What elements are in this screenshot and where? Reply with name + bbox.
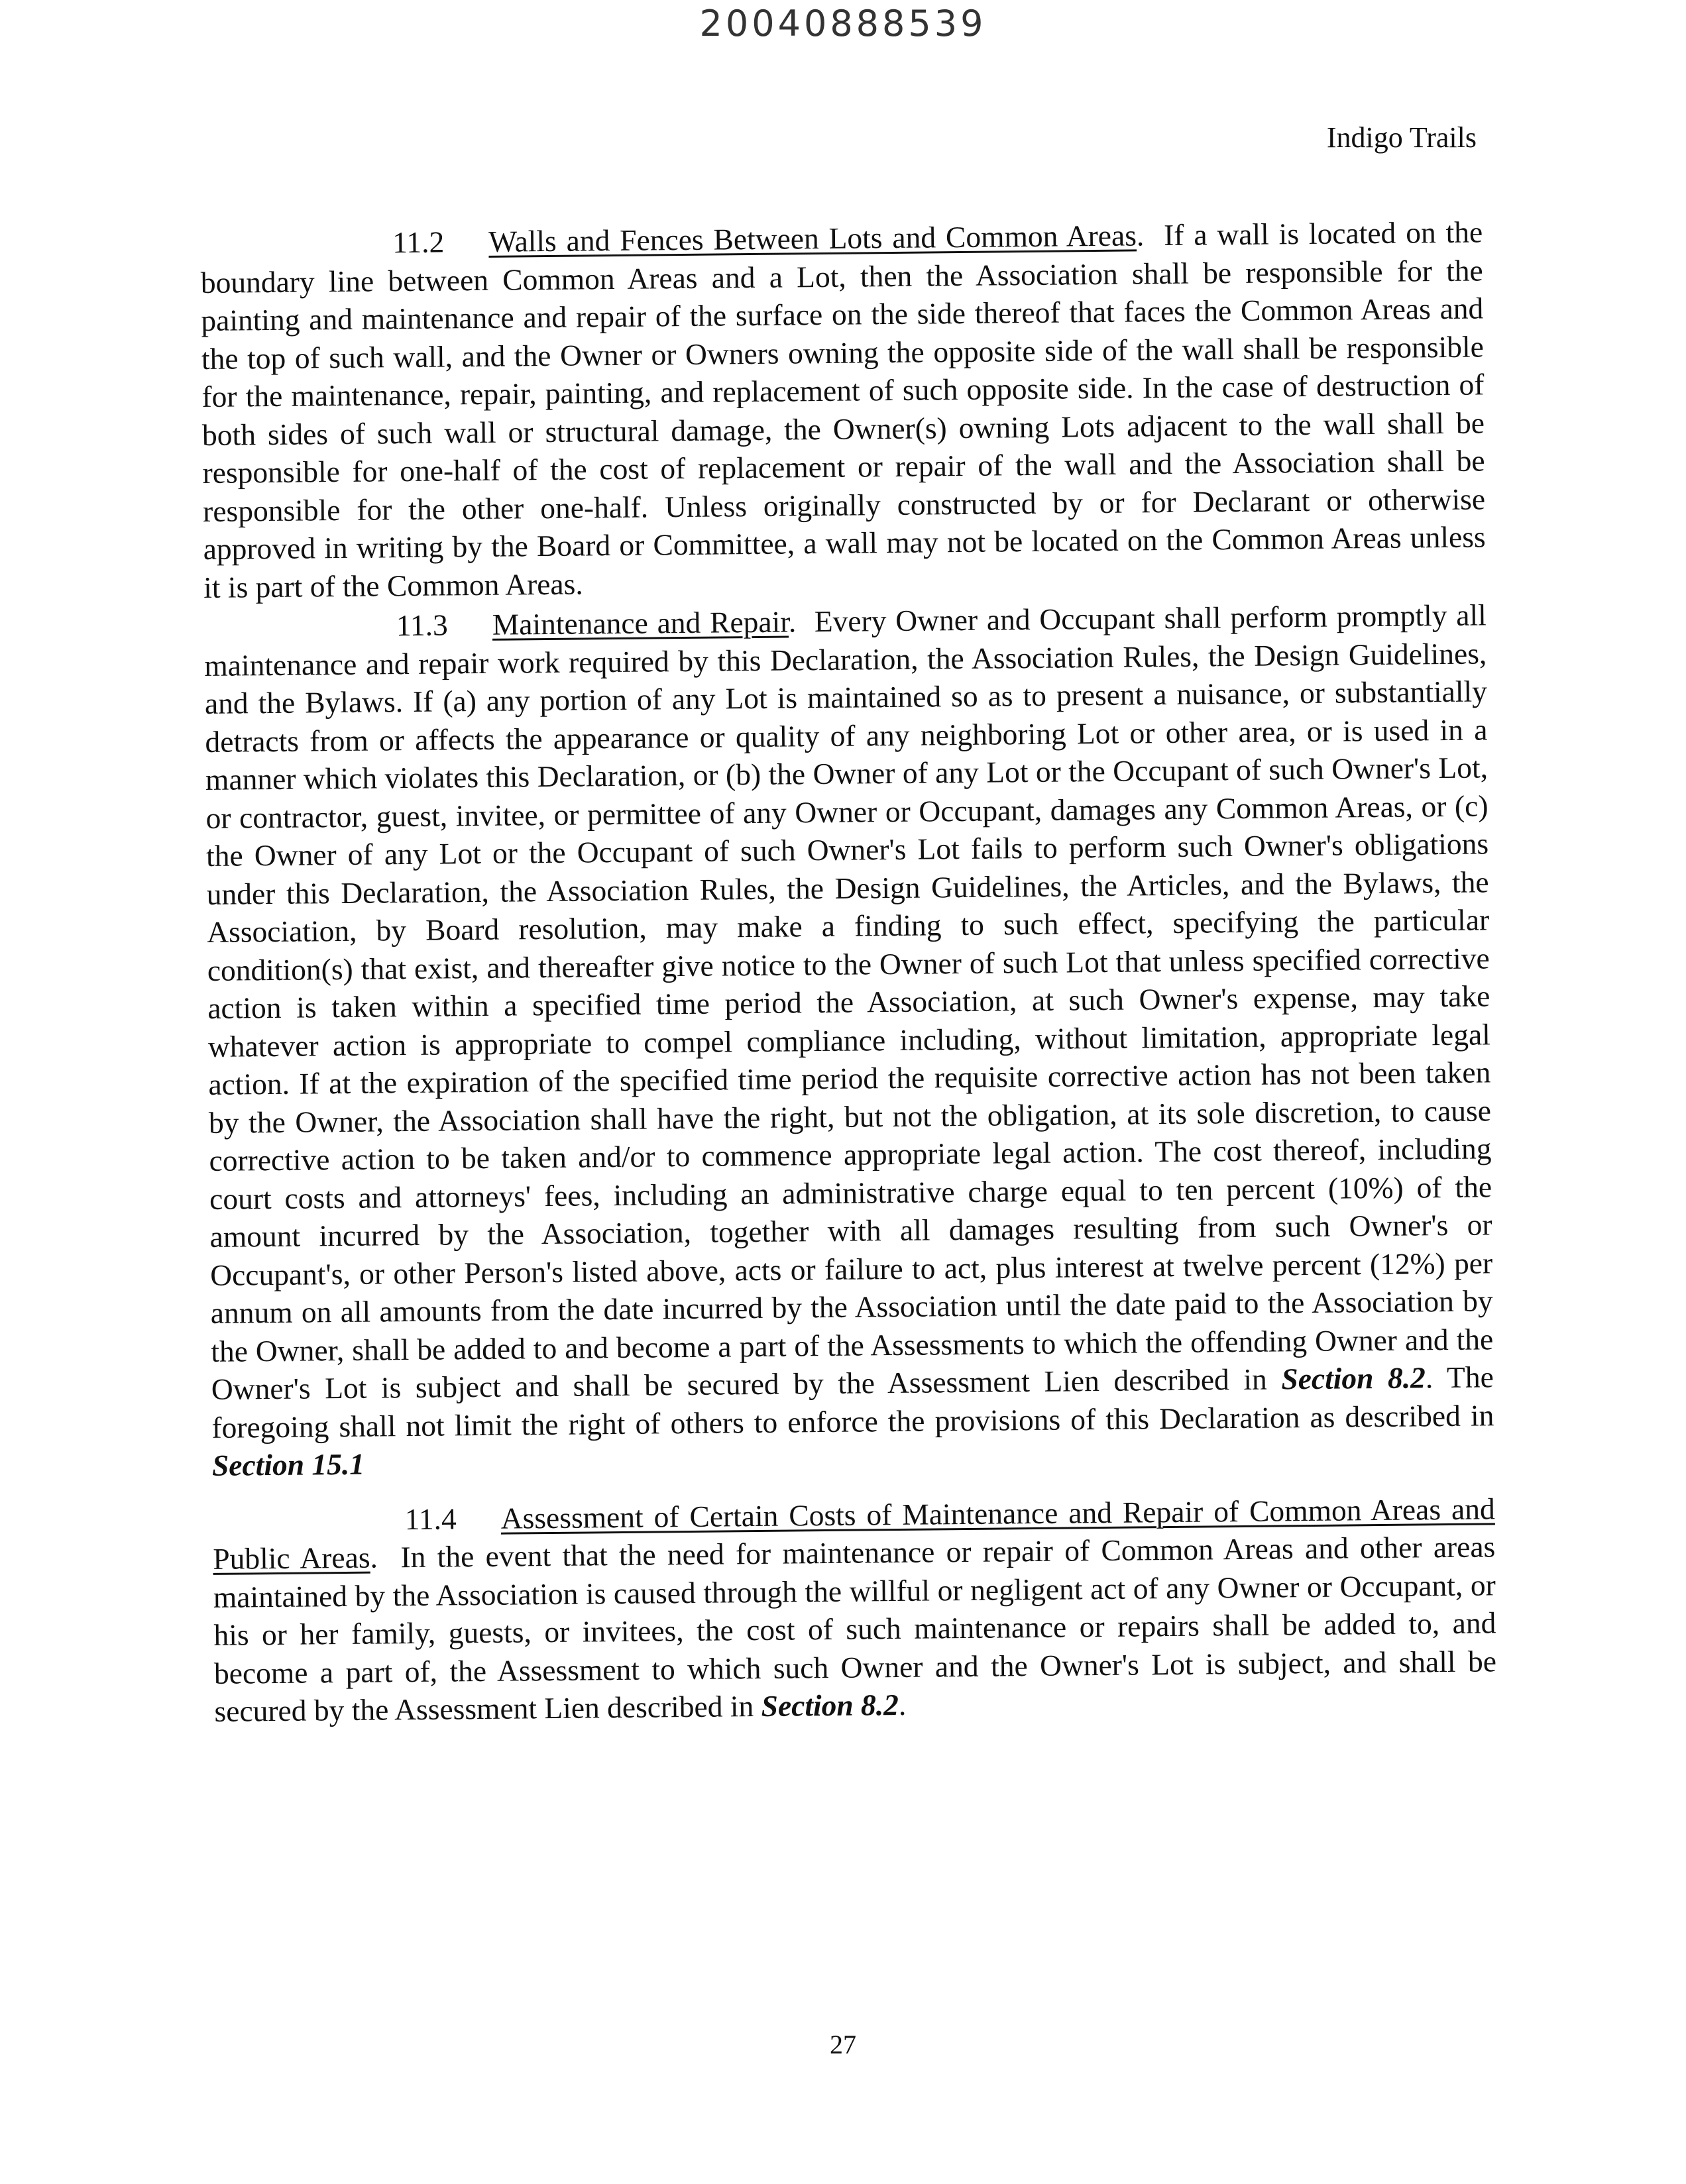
section-reference: Section 8.2 bbox=[1281, 1360, 1426, 1396]
section-11-4: 11.4 Assessment of Certain Costs of Maintenance and Repair of Common Areas and Public Areas. In the event that the need for maintenance or repair of Common Areas and other areas maintained by the Association is caused through the willful or negligent act of any Owner or Occupant, or his or her family, guests, or invitees, the cost of such maintenance or repairs shall be added to, and become a part of, the Assessment to which such Owner and the Owner's Lot is subject, and shall be secured by the Assessment Lien described in Section 8.2. bbox=[213, 1491, 1497, 1728]
section-11-3: 11.3 Maintenance and Repair. Every Owner and Occupant shall perform promptly all maintenance and repair work required by this Declaration, the Association Rules, the Design Guidelines, and the Bylaws. If (a) any portion of any Lot is maintained so as to present a nuisance, or substantially detracts from or affects the appearance or quality of any neighboring Lot or other area, or is used in a manner which violates this Declaration, or (b) the Owner of any Lot or the Occupant of such Owner's Lot, or contractor, guest, invitee, or permittee of any Owner or Occupant, damages any Common Areas, or (c) the Owner of any Lot or the Occupant of such Owner's Lot fails to perform such Owner's obligations under this Declaration, the Association Rules, the Design Guidelines, the Articles, and the Bylaws, the Association, by Board resolution, may make a finding to such effect, specifying the particular condition(s) that exist, and thereafter give notice to the Owner of such Lot that unless specified corrective action is taken within a specified time period the Association, at such Owner's expense, may take whatever action is appropriate to compel compliance including, without limitation, appropriate legal action. If at the expiration of the specified time period the requisite corrective action has not been taken by the Owner, the Association shall have the right, but not the obligation, at its sole discretion, to cause corrective action to be taken and/or to commence appropriate legal action. The cost thereof, including court costs and attorneys' fees, including an administrative charge equal to ten percent (10%) of the amount incurred by the Association, together with all damages resulting from such Owner's or Occupant's, or other Person's listed above, acts or failure to act, plus interest at twelve percent (12%) per annum on all amounts from the date incurred by the Association until the date paid to the Association by the Owner, shall be added to and become a part of the Assessments to which the offending Owner and the Owner's Lot is subject and shall be secured by the Assessment Lien described in Section 8.2. The foregoing shall not limit the right of others to enforce the provisions of this Declaration as described in Section 15.1 bbox=[204, 598, 1494, 1482]
section-title: Maintenance and Repair bbox=[492, 604, 789, 641]
section-reference: Section 15.1 bbox=[211, 1447, 365, 1482]
running-header: Indigo Trails bbox=[1326, 121, 1477, 154]
section-number: 11.3 bbox=[396, 608, 448, 643]
document-number: 20040888539 bbox=[699, 3, 987, 44]
section-text: . The foregoing shall not limit the right of others to enforce the provisions of this Declaration as described in bbox=[211, 1360, 1494, 1445]
section-text: Every Owner and Occupant shall perform promptly all maintenance and repair work required by this Declaration, the Association Rules, the Design Guidelines, and the Bylaws. If (a) any portion of any Lot is maintained so as to present a nuisance, or substantially detracts from or affects the appearance or quality of any neighboring Lot or other area, or is used in a manner which violates this Declaration, or (b) the Owner of any Lot or the Occupant of such Owner's Lot, or contractor, guest, invitee, or permittee of any Owner or Occupant, damages any Common Areas, or (c) the Owner of any Lot or the Occupant of such Owner's Lot fails to perform such Owner's obligations under this Declaration, the Association Rules, the Design Guidelines, the Articles, and the Bylaws, the Association, by Board resolution, may make a finding to such effect, specifying the particular condition(s) that exist, and thereafter give notice to the Owner of such Lot that unless specified corrective action is taken within a specified time period the Association, at such Owner's expense, may take whatever action is appropriate to compel compliance including, without limitation, appropriate legal action. If at the expiration of the specified time period the requisite corrective action has not been taken by the Owner, the Association shall have the right, but not the obligation, at its sole discretion, to cause corrective action to be taken and/or to commence appropriate legal action. The cost thereof, including court costs and attorneys' fees, including an administrative charge equal to ten percent (10%) of the amount incurred by the Association, together with all damages resulting from such Owner's or Occupant's, or other Person's listed above, acts or failure to act, plus interest at twelve percent (12%) per annum on all amounts from the date incurred by the Association until the date paid to the Association by the Owner, shall be added to and become a part of the Assessments to which the offending Owner and the Owner's Lot is subject and shall be secured by the Assessment Lien described in bbox=[204, 598, 1494, 1406]
section-11-2: 11.2 Walls and Fences Between Lots and Common Areas. If a wall is located on the boundary line between Common Areas and a Lot, then the Association shall be responsible for the painting and maintenance and repair of the surface on the side thereof that faces the Common Areas and the top of such wall, and the Owner or Owners owning the opposite side of the wall shall be responsible for the maintenance, repair, painting, and replacement of such opposite side. In the case of destruction of both sides of such wall or structural damage, the Owner(s) owning Lots adjacent to the wall shall be responsible for one-half of the cost of replacement or repair of the wall and the Association shall be responsible for the other one-half. Unless originally constructed by or for Declarant or otherwise approved in writing by the Board or Committee, a wall may not be located on the Common Areas unless it is part of the Common Areas. bbox=[200, 215, 1486, 604]
section-number: 11.4 bbox=[404, 1501, 457, 1536]
section-text: If a wall is located on the boundary line between Common Areas and a Lot, then the Association shall be responsible for the painting and maintenance and repair of the surface on the side thereof that faces the Common Areas and the top of such wall, and the Owner or Owners owning the opposite side of the wall shall be responsible for the maintenance, repair, painting, and replacement of such opposite side. In the case of destruction of both sides of such wall or structural damage, the Owner(s) owning Lots adjacent to the wall shall be responsible for one-half of the cost of replacement or repair of the wall and the Association shall be responsible for the other one-half. Unless originally constructed by or for Declarant or otherwise approved in writing by the Board or Committee, a wall may not be located on the Common Areas unless it is part of the Common Areas. bbox=[200, 215, 1486, 604]
section-text: In the event that the need for maintenance or repair of Common Areas and other areas maintained by the Association is caused through the willful or negligent act of any Owner or Occupant, or his or her family, guests, or invitees, the cost of such maintenance or repairs shall be added to, and become a part of, the Assessment to which such Owner and the Owner's Lot is subject, and shall be secured by the Assessment Lien described in bbox=[213, 1529, 1497, 1728]
document-body bbox=[200, 213, 1497, 1730]
section-reference: Section 8.2 bbox=[761, 1687, 899, 1723]
section-number: 11.2 bbox=[392, 225, 445, 260]
section-title: Assessment of Certain Costs of Maintenance and Repair of Common Areas and Public Areas bbox=[213, 1491, 1495, 1576]
page-number: 27 bbox=[830, 2030, 856, 2059]
section-title: Walls and Fences Between Lots and Common Areas bbox=[488, 218, 1137, 258]
section-text-end: . bbox=[898, 1687, 907, 1721]
